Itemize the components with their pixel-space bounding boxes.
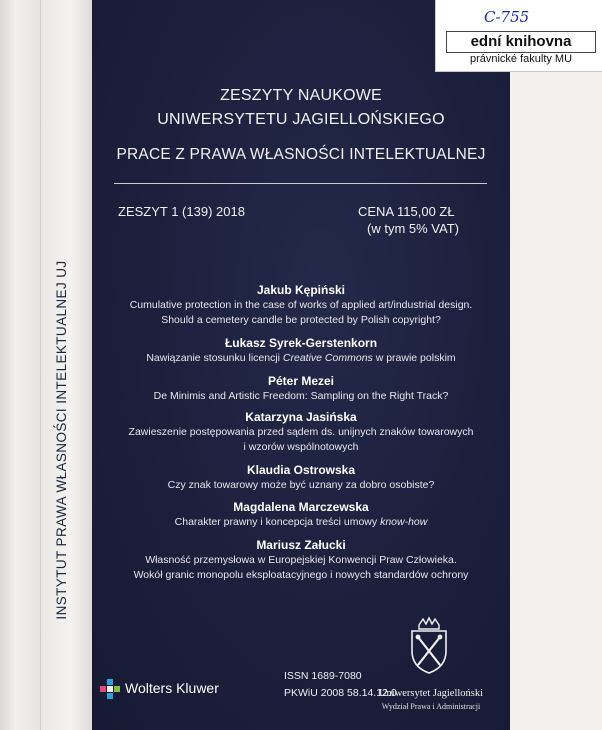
- entry-author: Magdalena Marczewska: [233, 500, 369, 514]
- entry-author: Klaudia Ostrowska: [246, 463, 356, 477]
- entry-title-line: De Minimis and Artistic Freedom: Sampling on the Right Track?: [153, 390, 449, 402]
- entry-title-text: Charakter prawny i koncepcja treści umowy: [174, 516, 381, 528]
- entry-title-line: Should a cemetery candle be protected by Polish copyright?: [161, 314, 441, 326]
- entry-title-line: i wzorów wspólnotowych: [243, 441, 359, 453]
- entry-title-line: Zawieszenie postępowania przed sądem ds. unijnych znaków towarowych: [128, 426, 474, 438]
- publisher-name: Wolters Kluwer: [125, 680, 219, 696]
- title-divider: [114, 183, 487, 184]
- price-vat-note: (w tym 5% VAT): [367, 221, 459, 236]
- contents-entry: [92, 499, 510, 530]
- entry-title-line: [92, 515, 510, 530]
- journal-title-line2: UNIWERSYTETU JAGIELLOŃSKIEGO: [157, 111, 445, 128]
- spine-edge: [0, 0, 40, 730]
- contents-entry: [92, 462, 510, 493]
- sticker-handwritten-number: C-755: [484, 8, 530, 26]
- university-name: Uniwersytet Jagielloński: [378, 688, 484, 699]
- journal-title-line1: ZESZYTY NAUKOWE: [220, 87, 382, 104]
- contents-entry: [92, 409, 510, 455]
- sticker-faculty-name: právnické fakulty MU: [469, 53, 573, 65]
- contents-entry: [92, 373, 510, 404]
- contents-entry: [92, 335, 510, 366]
- front-cover: [92, 0, 573, 730]
- spine-title: INSTYTUT PRAWA WŁASNOŚCI INTELEKTUALNEJ UJ: [54, 260, 69, 620]
- entry-title-italic: know-how: [380, 516, 428, 528]
- entry-author: Łukasz Syrek-Gerstenkorn: [224, 336, 378, 350]
- entry-title-line: [92, 351, 510, 366]
- entry-title-text: Nawiązanie stosunku licencji: [146, 352, 283, 364]
- price: CENA 115,00 ZŁ: [358, 204, 455, 219]
- entry-title-line: Własność przemysłowa w Europejskiej Konwencji Praw Człowieka.: [145, 554, 457, 566]
- entry-title-text: w prawie polskim: [372, 352, 456, 364]
- entry-title-line: Wokół granic monopolu eksploatacyjnego i nowych standardów ochrony: [133, 569, 469, 581]
- library-sticker: [435, 0, 602, 72]
- journal-subtitle: PRACE Z PRAWA WŁASNOŚCI INTELEKTUALNEJ: [116, 146, 486, 163]
- uj-crest-icon: [406, 617, 452, 675]
- entry-title-line: Cumulative protection in the case of works of applied art/industrial design.: [129, 299, 473, 311]
- sticker-library-name: ední knihovna: [446, 31, 596, 53]
- contents-entry: [92, 537, 510, 583]
- wolters-kluwer-logo-icon: [100, 679, 120, 699]
- pkwiu-code: PKWiU 2008 58.14.12.0: [284, 687, 397, 699]
- issn-number: ISSN 1689-7080: [284, 670, 362, 682]
- entry-author: Katarzyna Jasińska: [245, 410, 357, 424]
- entry-author: Péter Mezei: [267, 374, 335, 388]
- entry-title-italic: Creative Commons: [282, 352, 373, 364]
- issue-number: ZESZYT 1 (139) 2018: [118, 204, 245, 219]
- entry-title-line: Czy znak towarowy może być uznany za dobro osobiste?: [167, 479, 435, 491]
- entry-author: Mariusz Załucki: [256, 538, 346, 552]
- contents-entry: [92, 282, 510, 328]
- faculty-name: Wydział Prawa i Administracji: [381, 702, 481, 711]
- entry-author: Jakub Kępiński: [256, 283, 346, 297]
